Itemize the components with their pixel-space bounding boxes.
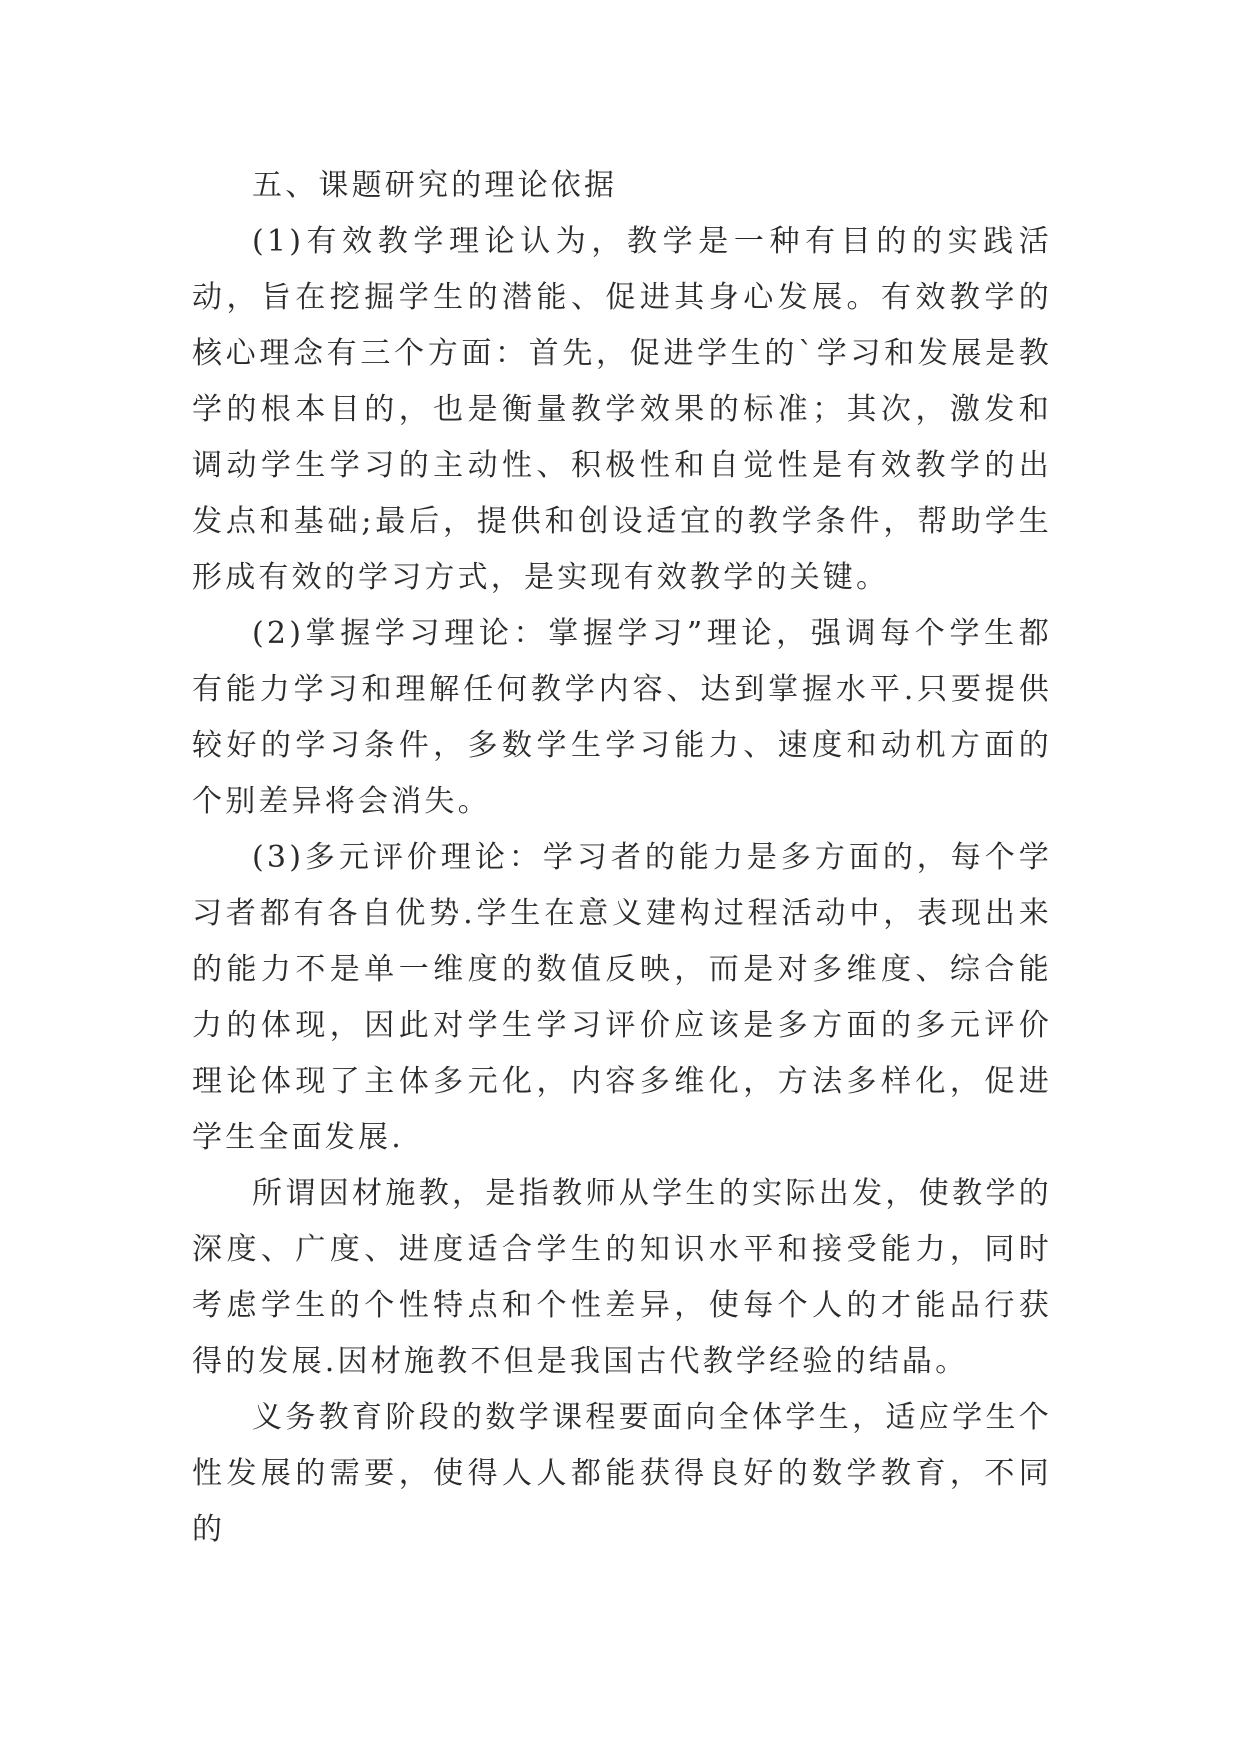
paragraph-effective-teaching: (1)有效教学理论认为，教学是一种有目的的实践活动，旨在挖掘学生的潜能、促进其身心发展。有效教学的核心理念有三个方面：首先，促进学生的`学习和发展是教学的根本目的，也是衡量教学效果的标准；其次，激发和调动学生学习的主动性、积极性和自觉性是有效教学的出发点和基础;最后，提供和创设适宜的教学条件，帮助学生形成有效的学习方式，是实现有效教学的关键。 — [192, 224, 1052, 595]
paragraph-teaching-by-aptitude: 所谓因材施教，是指教师从学生的实际出发，使教学的深度、广度、进度适合学生的知识水平和接受能力，同时考虑学生的个性特点和个性差异，使每个人的才能品行获得的发展.因材施教不但是我国古代教学经验的结晶。 — [192, 1176, 1052, 1379]
section-heading: 五、课题研究的理论依据 — [252, 168, 618, 203]
paragraph-mastery-learning: (2)掌握学习理论：掌握学习”理论，强调每个学生都有能力学习和理解任何教学内容、达到掌握水平.只要提供较好的学习条件，多数学生学习能力、速度和动机方面的个别差异将会消失。 — [192, 616, 1052, 819]
paragraph-compulsory-education: 义务教育阶段的数学课程要面向全体学生，适应学生个性发展的需要，使得人人都能获得良好的数学教育，不同的 — [192, 1400, 1052, 1547]
paragraph-multiple-evaluation: (3)多元评价理论：学习者的能力是多方面的，每个学习者都有各自优势.学生在意义建构过程活动中，表现出来的能力不是单一维度的数值反映，而是对多维度、综合能力的体现，因此对学生学习评价应该是多方面的多元评价理论体现了主体多元化，内容多维化，方法多样化，促进学生全面发展. — [192, 840, 1052, 1155]
document-body — [192, 158, 1052, 1558]
